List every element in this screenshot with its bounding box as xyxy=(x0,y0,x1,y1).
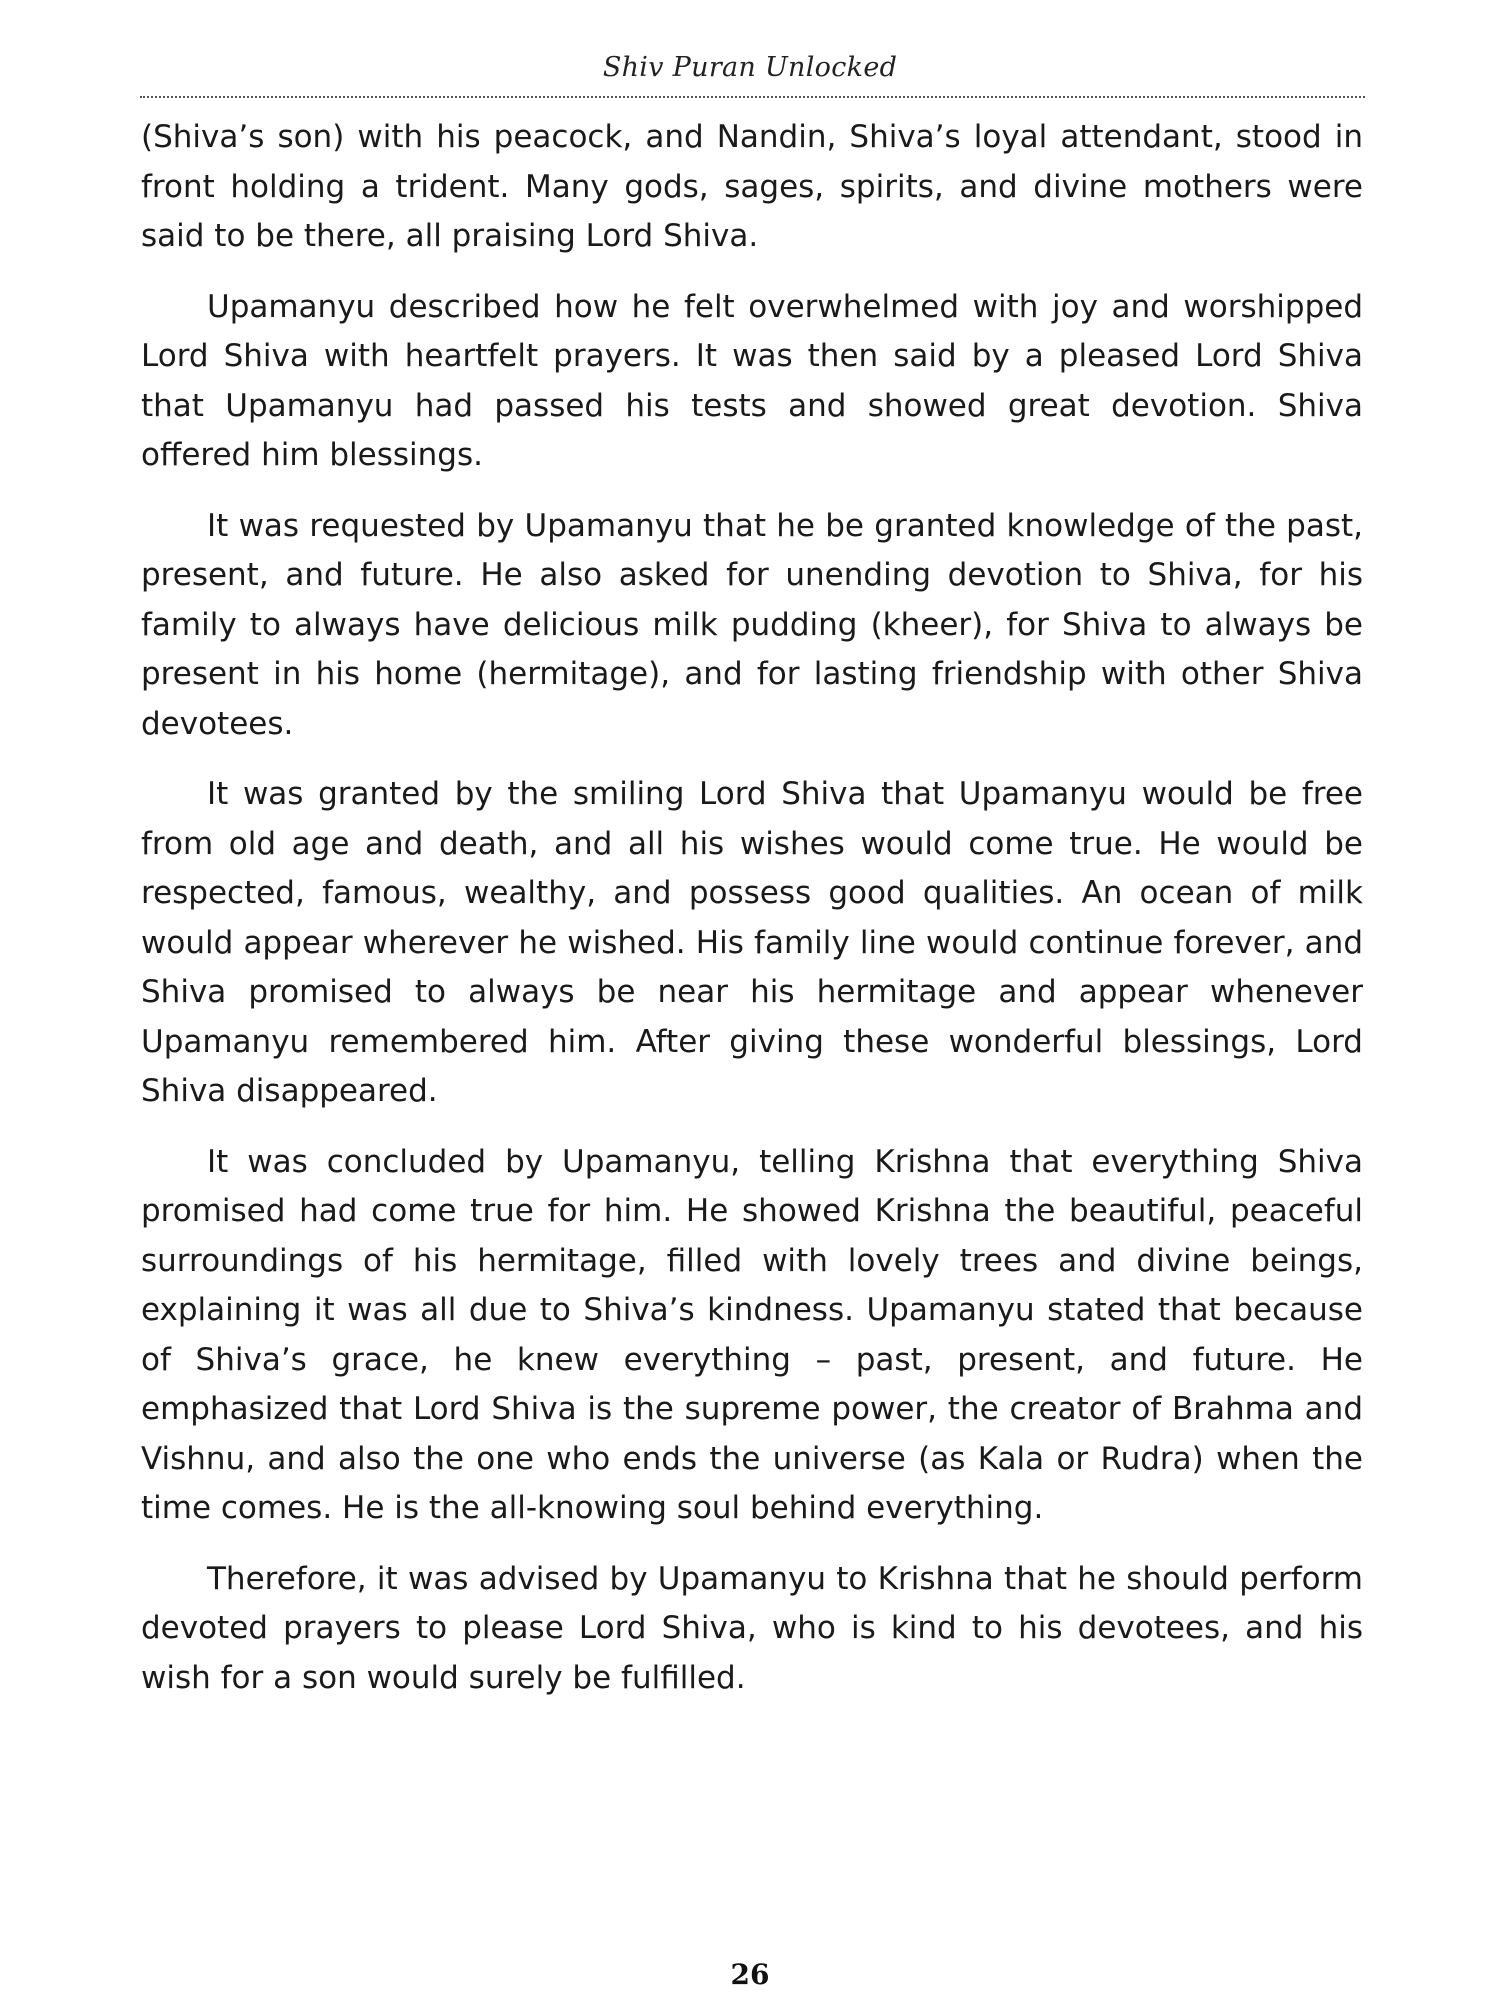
page-number: 26 xyxy=(730,1958,770,1991)
header-dotted-rule xyxy=(140,96,1365,98)
paragraph-4: It was granted by the smiling Lord Shiva that Upamanyu would be free from old age and death, and all his wishes would come true. He would be respected, famous, wealthy, and possess good qualities. An ocean of milk would appear wherever he wished. His family line would continue forever, and Shiva promised to always be near his hermitage and appear whenever Upamanyu remembered him. After giving these wonderful blessings, Lord Shiva disappeared. xyxy=(141,776,1363,1109)
paragraph-3: It was requested by Upamanyu that he be granted knowledge of the past, present, and future. He also asked for unending devotion to Shiva, for his family to always have delicious milk pudding (kheer), for Shiva to always be present in his home (hermitage), and for lasting friendship with other Shiva devotees. xyxy=(141,507,1363,742)
running-head-title: Shiv Puran Unlocked xyxy=(602,52,898,83)
paragraph-1: (Shiva’s son) with his peacock, and Nandin, Shiva’s loyal attendant, stood in front holding a trident. Many gods, sages, spirits, and divine mothers were said to be there, all praising Lord Shiva. xyxy=(141,119,1363,254)
body-text xyxy=(141,113,1363,1724)
paragraph-2: Upamanyu described how he felt overwhelmed with joy and worshipped Lord Shiva with heartfelt prayers. It was then said by a pleased Lord Shiva that Upamanyu had passed his tests and showed great devotion. Shiva offered him blessings. xyxy=(141,288,1363,473)
paragraph-6: Therefore, it was advised by Upamanyu to Krishna that he should perform devoted prayers to please Lord Shiva, who is kind to his devotees, and his wish for a son would surely be fulfilled. xyxy=(141,1560,1363,1696)
paragraph-5: It was concluded by Upamanyu, telling Krishna that everything Shiva promised had come true for him. He showed Krishna the beautiful, peaceful surroundings of his hermitage, filled with lovely trees and divine beings, explaining it was all due to Shiva’s kindness. Upamanyu stated that because of Shiva’s grace, he knew everything – past, present, and future. He emphasized that Lord Shiva is the supreme power, the creator of Brahma and Vishnu, and also the one who ends the universe (as Kala or Rudra) when the time comes. He is the all-knowing soul behind everything. xyxy=(141,1143,1363,1526)
